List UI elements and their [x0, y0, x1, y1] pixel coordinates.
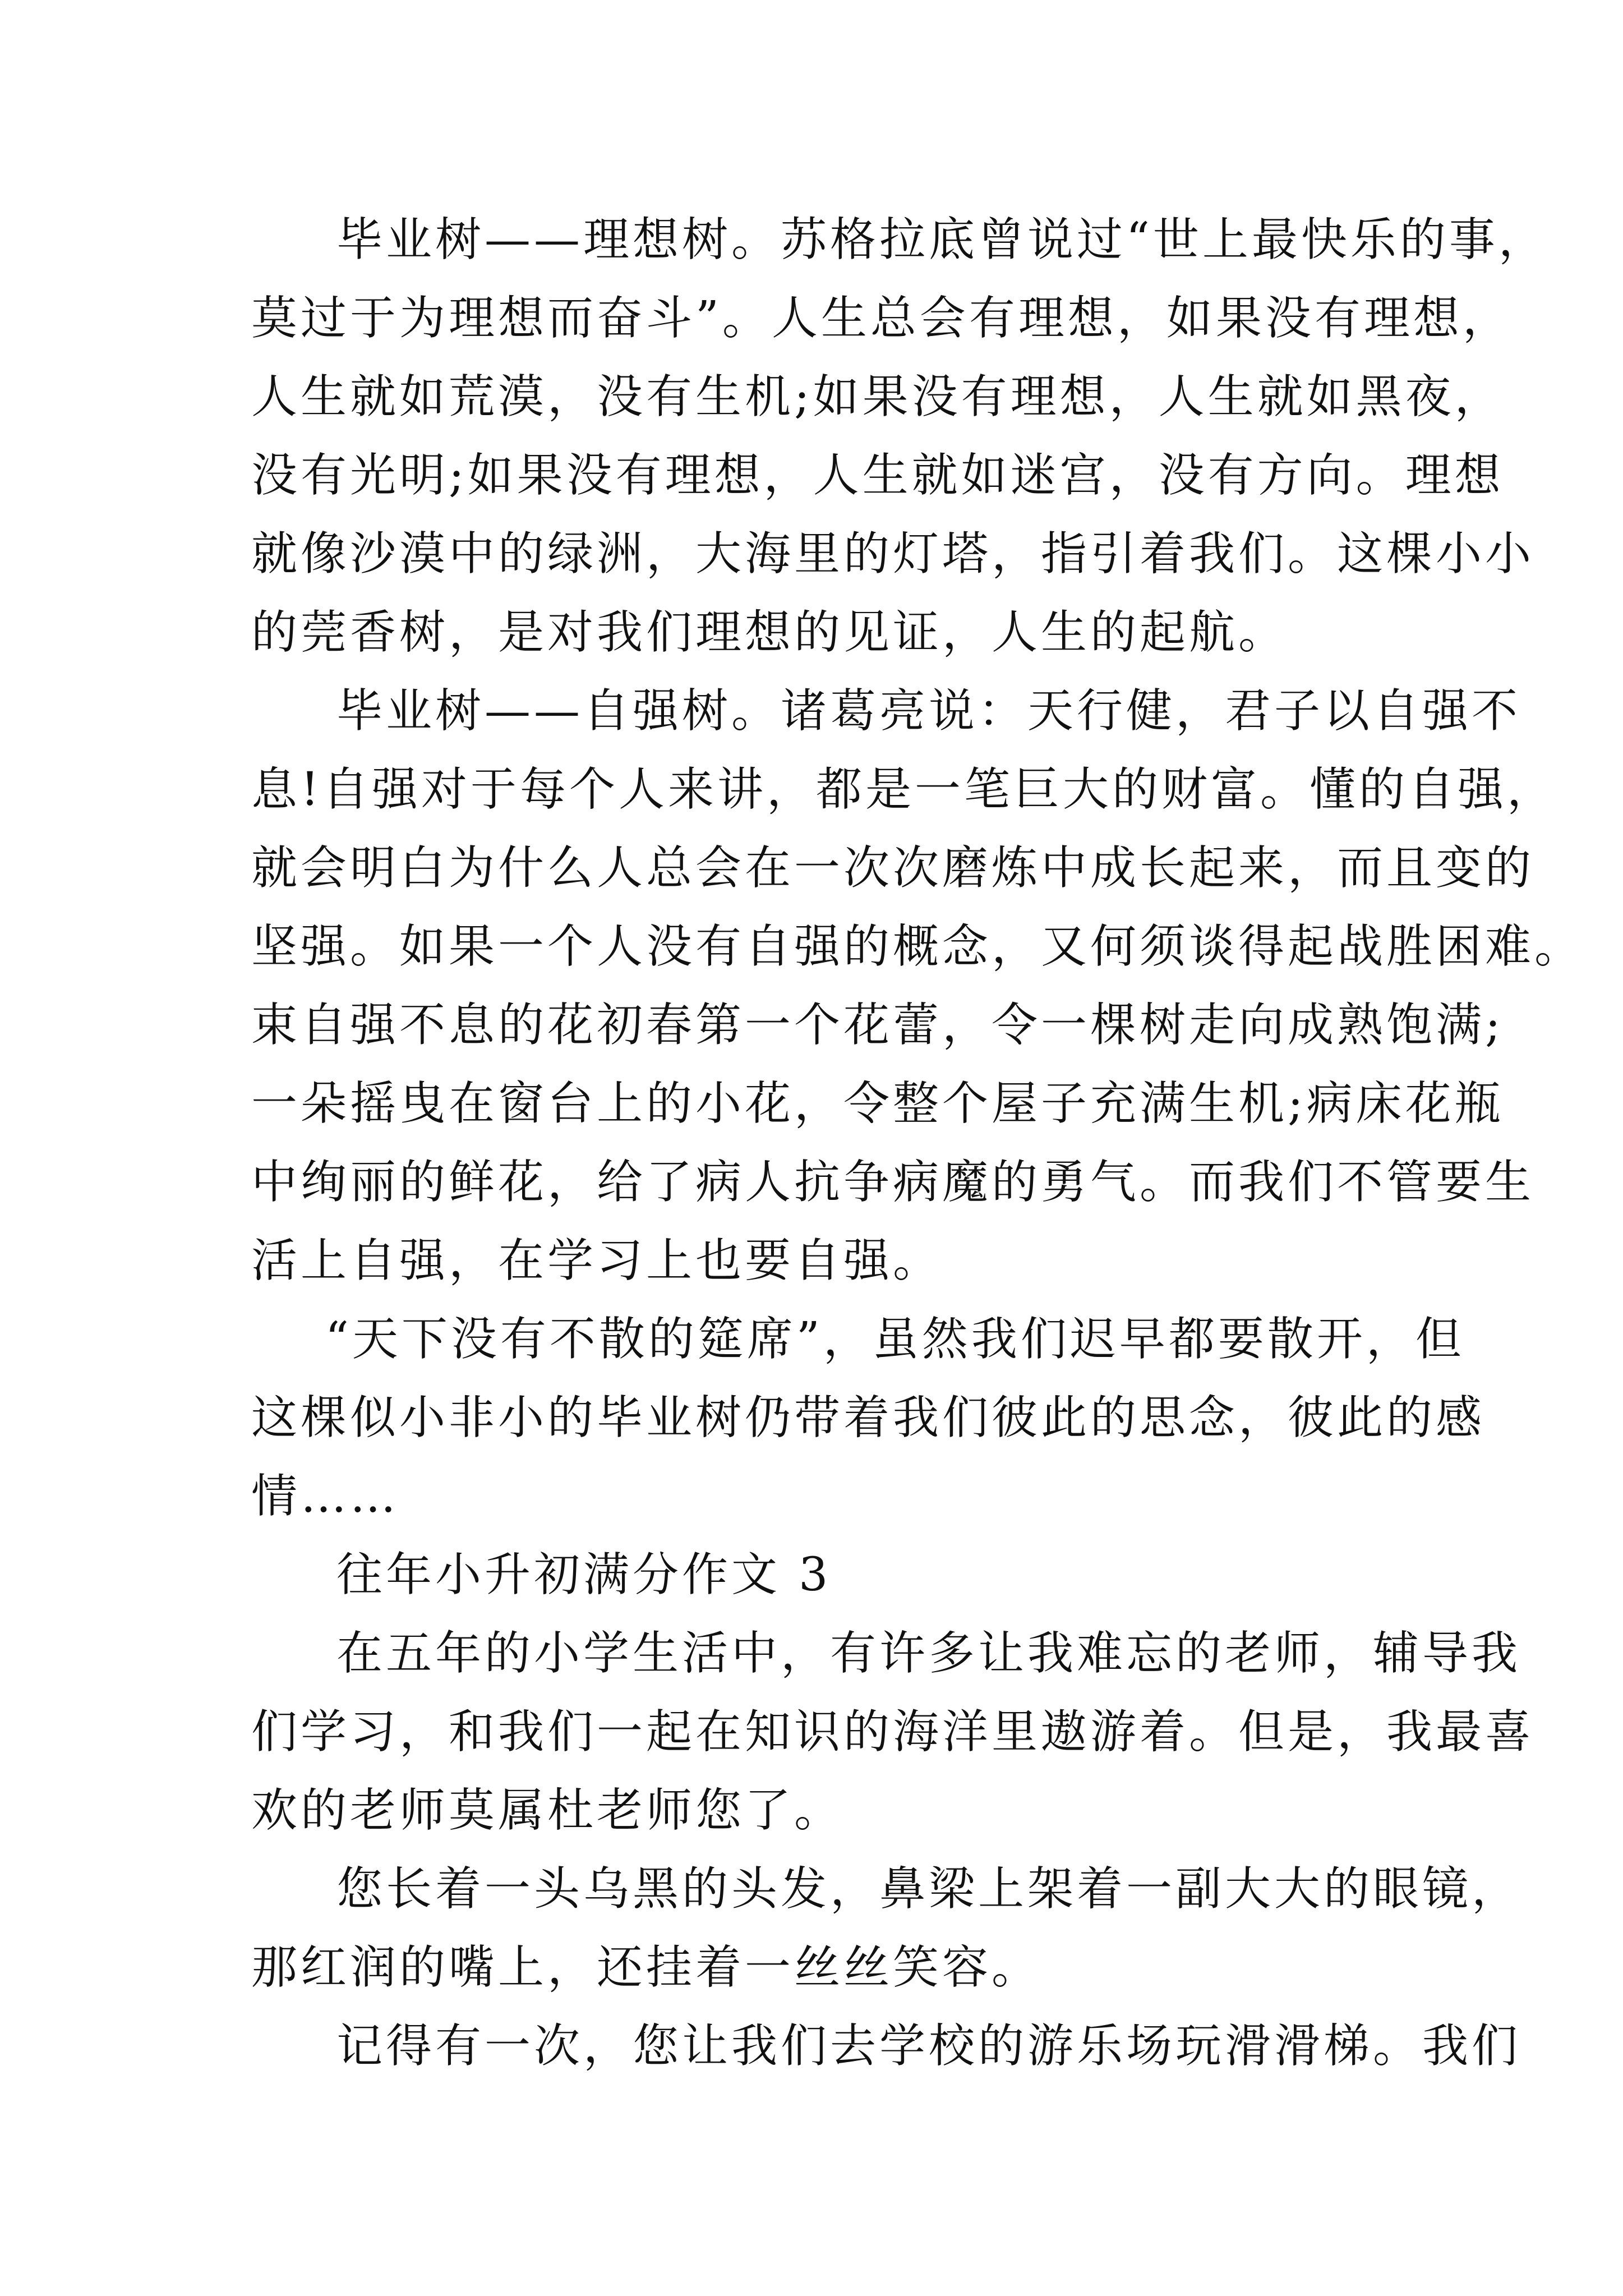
text-line: 没有光明;如果没有理想，人生就如迷宫，没有方向。理想 [251, 449, 1504, 502]
text-line: 活上自强，在学习上也要自强。 [251, 1234, 943, 1287]
text-line: 情…… [251, 1470, 399, 1523]
text-line: 就会明白为什么人总会在一次次磨炼中成长起来，而且变的 [251, 841, 1535, 895]
text-line: 欢的老师莫属杜老师您了。 [251, 1784, 844, 1837]
text-line: 毕业树——理想树。苏格拉底曾说过“世上最快乐的事， [336, 213, 1548, 266]
text-line: 您长着一头乌黑的头发，鼻梁上架着一副大大的眼镜， [336, 1862, 1521, 1916]
section-heading [251, 1536, 1407, 1614]
paragraph-memory [251, 2007, 1521, 2086]
text-line: 的莞香树，是对我们理想的见证，人生的起航。 [251, 606, 1288, 659]
text-line: 们学习，和我们一起在知识的海洋里遨游着。但是，我最喜 [251, 1705, 1535, 1759]
text-line: 毕业树——自强树。诸葛亮说：天行健，君子以自强不 [336, 684, 1521, 738]
paragraph-ideal-tree [251, 201, 1548, 672]
document-body [251, 201, 1584, 2086]
text-line: 记得有一次，您让我们去学校的游乐场玩滑滑梯。我们 [336, 2019, 1521, 2073]
paragraph-farewell [251, 1300, 1486, 1536]
text-line: 中绚丽的鲜花，给了病人抗争病魔的勇气。而我们不管要生 [251, 1156, 1535, 1209]
text-line: 莫过于为理想而奋斗”。人生总会有理想，如果没有理想， [251, 292, 1512, 345]
text-line: 坚强。如果一个人没有自强的概念，又何须谈得起战胜困难。 [251, 920, 1584, 973]
text-line: 束自强不息的花初春第一个花蕾，令一棵树走向成熟饱满; [251, 999, 1504, 1052]
heading-text: 往年小升初满分作文 3 [336, 1548, 832, 1602]
text-line: 在五年的小学生活中，有许多让我难忘的老师，辅导我 [336, 1627, 1521, 1680]
text-line: 这棵似小非小的毕业树仍带着我们彼此的思念，彼此的感 [251, 1391, 1486, 1444]
text-line: 那红润的嘴上，还挂着一丝丝笑容。 [251, 1941, 1041, 1994]
text-line: 息!自强对于每个人来讲，都是一笔巨大的财富。懂的自强， [251, 763, 1556, 816]
text-line: 人生就如荒漠，没有生机;如果没有理想，人生就如黑夜， [251, 370, 1504, 424]
paragraph-self-improvement-tree [251, 672, 1584, 1300]
paragraph-teacher-intro [251, 1614, 1535, 1850]
paragraph-teacher-appearance [251, 1850, 1521, 2007]
text-line: 就像沙漠中的绿洲，大海里的灯塔，指引着我们。这棵小小 [251, 527, 1535, 581]
text-line: 一朵摇曳在窗台上的小花，令整个屋子充满生机;病床花瓶 [251, 1077, 1504, 1130]
text-line: “天下没有不散的筵席”，虽然我们迟早都要散开，但 [325, 1313, 1465, 1366]
